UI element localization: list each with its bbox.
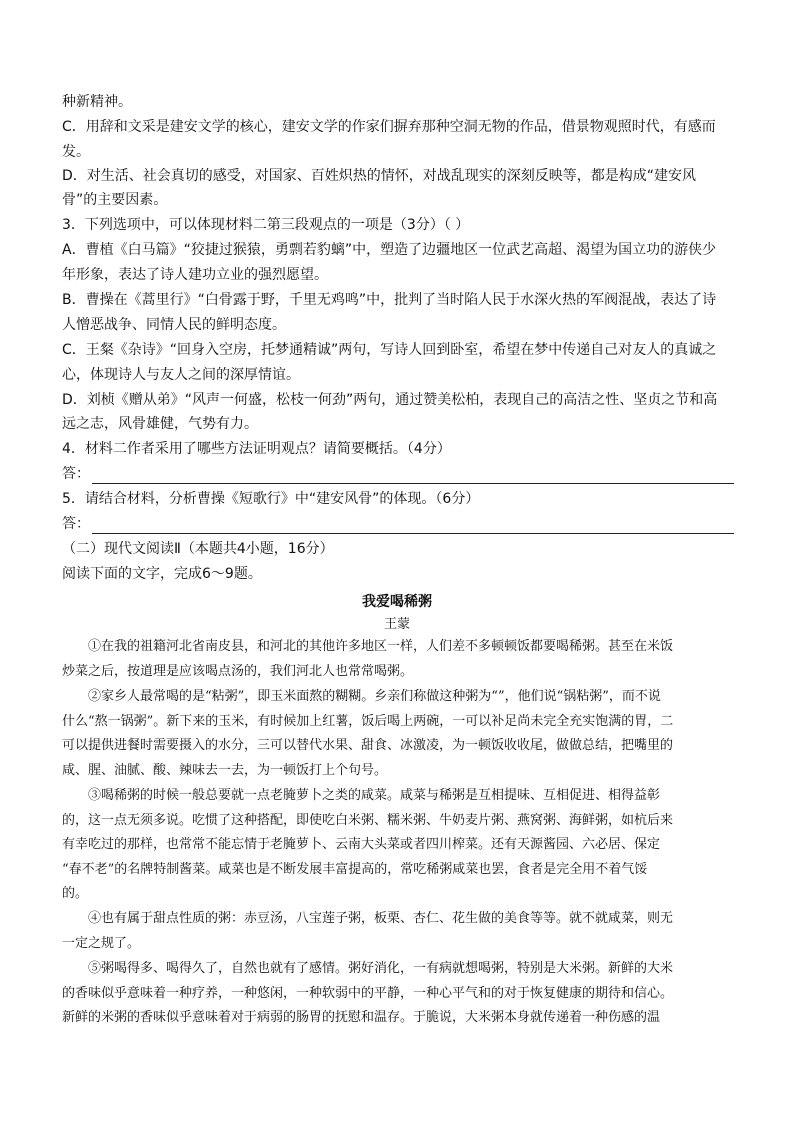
article-paragraph-1: [62, 635, 734, 684]
paragraph-line: ④也有属于甜点性质的粥：赤豆汤，八宝莲子粥，板栗、杏仁、花生做的美食等等。就不就咸菜，则无: [88, 911, 674, 926]
paragraph-line: 新鲜的米粥的香味似乎意味着对于病弱的肠胃的抚慰和温存。于脆说，大米粥本身就传递着一种伤感的温: [62, 1010, 661, 1026]
q3-option-a-line-1: A．曹植《白马篇》“狡捷过猴猿，勇剽若豹螭”中，塑造了边疆地区一位武艺高超、渴望为国立功的游侠少: [62, 242, 717, 258]
q3-option-b-line-2: 人憎恶战争、同情人民的鲜明态度。: [62, 317, 286, 333]
q3-option-c-line-2: 心，体现诗人与友人之间的深厚情谊。: [62, 367, 300, 383]
article-paragraph-3: [62, 784, 734, 907]
paragraph-line: 炒菜之后，按道理是应该喝点汤的，我们河北人也常常喝粥。: [62, 663, 414, 679]
option-c-line-1: C．用辞和文采是建安文学的核心，建安文学的作家们摒弃那种空洞无物的作品，借景物观照时代，有感而: [62, 119, 716, 135]
answer-line-q4[interactable]: [62, 464, 734, 484]
answer-underline: [92, 519, 734, 534]
q3-option-b-line-1: B．曹操在《蒿里行》“白骨露于野，千里无鸡鸣”中，批判了当时陷人民于水深火热的军阀混战，表达了诗: [62, 292, 717, 308]
text-line: 种新精神。: [62, 94, 132, 110]
paragraph-line: ①在我的祖籍河北省南皮县，和河北的其他许多地区一样，人们差不多顿顿饭都要喝稀粥。甚至在米饭: [88, 639, 674, 654]
paragraph-line: 咸、腥、油腻、酸、辣味去一去，为一顿饭打上个句号。: [62, 762, 388, 778]
article-paragraph-2: [62, 685, 734, 783]
section-heading: （二）现代文阅读Ⅱ（本题共4小题，16分）: [62, 541, 334, 557]
option-d-line-2: 骨”的主要因素。: [62, 192, 168, 208]
paragraph-line: ③喝稀粥的时候一般总要就一点老腌萝卜之类的咸菜。咸菜与稀粥是互相提味、互相促进、相得益彰: [88, 788, 661, 803]
answer-line-q5[interactable]: [62, 514, 734, 534]
article-paragraph-5: [62, 957, 734, 1031]
q3-option-d-line-2: 远之志，风骨雄健，气势有力。: [62, 416, 258, 432]
paragraph-line: 的。: [62, 886, 89, 902]
paragraph-line: 一定之规了。: [62, 935, 141, 951]
reading-instruction: 阅读下面的文字，完成6～9题。: [62, 566, 262, 582]
paragraph-line: 有幸吃过的那样，也常常不能忘情于老腌萝卜、云南大头菜或者四川榨菜。还有天源酱园、六必居、保定: [62, 837, 661, 853]
question-5: 5．请结合材料，分析曹操《短歌行》中“建安风骨”的体现。（6分）: [62, 491, 480, 507]
q3-option-a-line-2: 年形象，表达了诗人建功立业的强烈愿望。: [62, 267, 328, 283]
paragraph-line: 的香味似乎意味着一种疗养，一种悠闲，一种软弱中的平静，一种心平气和的对于恢复健康的期待和信心。: [62, 985, 674, 1001]
answer-label: 答：: [62, 466, 90, 482]
option-d-line-1: D．对生活、社会真切的感受，对国家、百姓炽热的情怀，对战乱现实的深刻反映等，都是构成“建安风: [62, 168, 697, 184]
paragraph-line: 的，这一点无须多说。吃惯了这种搭配，即使吃白米粥、糯米粥、牛奶麦片粥、燕窝粥、海鲜粥，如杭后来: [62, 812, 674, 828]
answer-underline: [92, 469, 734, 484]
answer-label: 答：: [62, 516, 90, 532]
option-c-line-2: 发。: [62, 144, 90, 160]
article-author: 王蒙: [383, 617, 410, 632]
question-4: 4．材料二作者采用了哪些方法证明观点？请简要概括。（4分）: [62, 441, 451, 457]
paragraph-line: ⑤粥喝得多、喝得久了，自然也就有了感情。粥好消化，一有病就想喝粥，特别是大米粥。新鲜的大米: [88, 961, 674, 976]
article-title: 我爱喝稀粥: [362, 594, 432, 610]
q3-option-d-line-1: D．刘桢《赠从弟》“风声一何盛，松枝一何劲”两句，通过赞美松柏，表现自己的高洁之性、坚贞之节和高: [62, 392, 718, 408]
article-paragraph-4: [62, 907, 734, 956]
paragraph-line: 可以提供进餐时需要摄入的水分，三可以替代水果、甜食、冰激凌，为一顿饭收收尾，做做总结，把嘴里的: [62, 738, 674, 754]
paragraph-line: 什么“熬一锅粥”。新下来的玉米，有时候加上红薯，饭后喝上两碗，一可以补足尚未完全充实饱满的胃，二: [62, 713, 674, 729]
paragraph-line: ②家乡人最常喝的是“粘粥”，即玉米面熬的糊糊。乡亲们称做这种粥为“”，他们说“锅粘粥”，而不说: [88, 689, 661, 704]
paragraph-line: “春不老”的名牌特制酱菜。咸菜也是不断发展丰富提高的，常吃稀粥咸菜也罢，食者是完全用不着气馁: [62, 861, 648, 877]
q3-option-c-line-1: C．王粲《杂诗》“回身入空房，托梦通精诚”两句，写诗人回到卧室，希望在梦中传递自己对友人的真诚之: [62, 342, 717, 358]
question-3: 3．下列选项中，可以体现材料二第三段观点的一项是（3分）（ ）: [62, 217, 470, 233]
